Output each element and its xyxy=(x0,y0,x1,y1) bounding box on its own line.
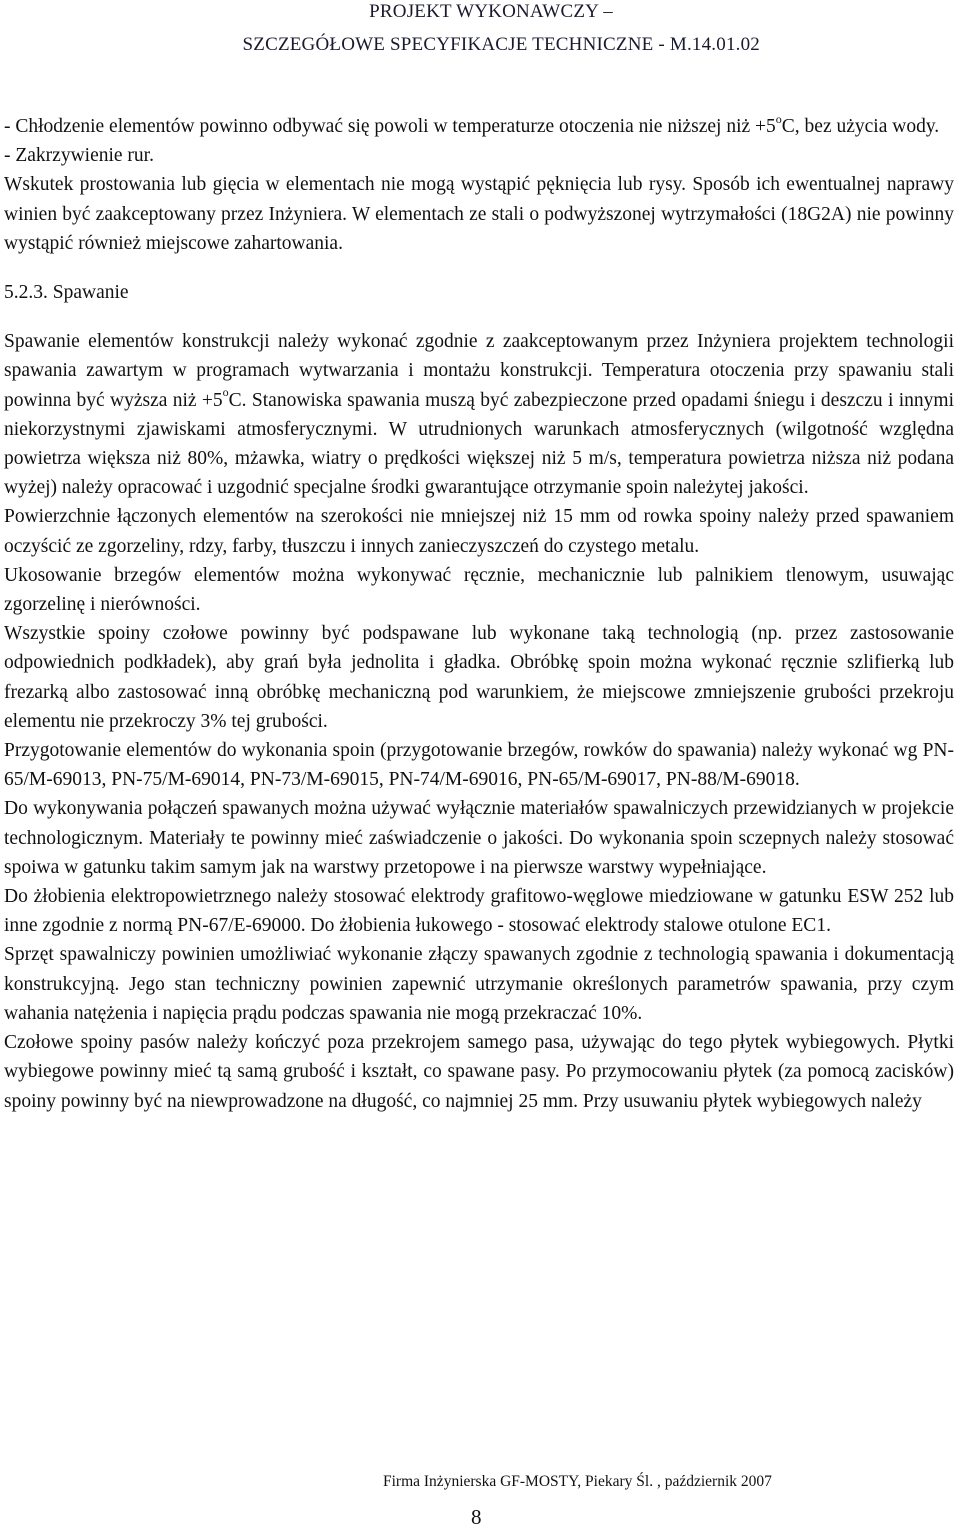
paragraph-surfaces: Powierzchnie łączonych elementów na szerokości nie mniejszej niż 15 mm od rowka spoiny należy przed spawaniem oczyścić ze zgorzeliny, rdzy, farby, tłuszczu i innych zanieczyszczeń do czystego metalu. xyxy=(4,506,954,557)
page-number: 8 xyxy=(471,1505,482,1529)
paragraph-gouging: Do żłobienia elektropowietrznego należy stosować elektrody grafitowo-węglowe miedziowane w gatunku ESW 252 lub inne zgodnie z normą PN-67/E-69000. Do żłobienia łukowego - stosować elektrody stalowe otulone EC1. xyxy=(4,886,954,937)
degree-superscript: o xyxy=(222,385,229,400)
paragraph-equipment: Sprzęt spawalniczy powinien umożliwiać wykonanie złączy spawanych zgodnie z technologią spawania i dokumentacją konstrukcyjną. Jego stan techniczny powinien zapewnić utrzymanie określonych parametrów spawania, przy czym wahania natężenia i napięcia prądu podczas spawania nie mogą przekraczać 10%. xyxy=(4,944,954,1024)
paragraph-cooling-text-a: - Chłodzenie elementów powinno odbywać się powoli w temperaturze otoczenia nie niższej niż +5 xyxy=(4,116,776,137)
section-heading: 5.2.3. Spawanie xyxy=(4,282,129,304)
paragraph-welding xyxy=(4,327,954,502)
paragraph-butt-welds: Wszystkie spoiny czołowe powinny być podspawane lub wykonane taką technologią (np. przez zastosowanie odpowiednich podkładek), aby grań była jednolita i gładka. Obróbkę spoin można wykonać ręcznie szlifierką lub frezarką albo zastosować inną obróbkę mechaniczną pod warunkiem, że miejscowe zmniejszenie grubości przekroju elementu nie przekroczy 3% tej grubości. xyxy=(4,623,954,732)
paragraph-cooling xyxy=(4,112,954,141)
paragraph-materials: Do wykonywania połączeń spawanych można używać wyłącznie materiałów spawalniczych przewidzianych w projekcie technologicznym. Materiały te powinny mieć zaświadczenie o jakości. Do wykonania spoin sczepnych należy stosować spoiwa w gatunku takim samym jak na warstwy przetopowe i na pierwsze warstwy wypełniające. xyxy=(4,798,954,878)
paragraph-run-off-plates: Czołowe spoiny pasów należy kończyć poza przekrojem samego pasa, używając do tego płytek wybiegowych. Płytki wybiegowe powinny mieć tą samą grubość i kształt, co spawane pasy. Po przymocowaniu płytek (za pomocą zacisków) spoiny powinny być na niewprowadzone na długość, co najmniej 25 mm. Przy usuwaniu płytek wybiegowych należy xyxy=(4,1032,954,1112)
footer-firm: Firma Inżynierska GF-MOSTY, Piekary Śl. , październik 2007 xyxy=(383,1473,772,1490)
paragraph-pipe-bending: - Zakrzywienie rur. xyxy=(4,145,154,167)
header-spec-title: SZCZEGÓŁOWE SPECYFIKACJE TECHNICZNE - M.14.01.02 xyxy=(242,34,760,55)
degree-superscript: o xyxy=(775,111,782,126)
document-body xyxy=(4,112,954,1116)
paragraph-cooling-text-b: C, bez użycia wody. xyxy=(781,116,940,137)
paragraph-preparation: Przygotowanie elementów do wykonania spoin (przygotowanie brzegów, rowków do spawania) należy wykonać wg PN-65/M-69013, PN-75/M-69014, PN-73/M-69015, PN-74/M-69016, PN-65/M-69017, PN-88/M-69018. xyxy=(4,740,954,791)
paragraph-bevelling: Ukosowanie brzegów elementów można wykonywać ręcznie, mechanicznie lub palnikiem tlenowym, usuwając zgorzelinę i nierówności. xyxy=(4,564,954,616)
paragraph-welding-text-a: Spawanie elementów konstrukcji należy wykonać zgodnie z zaakceptowanym przez Inżyniera projektem technologii spawania zawartym w programach wytwarzania i montażu konstrukcji. Temperatura otoczenia przy spawaniu stali powinna być wyższa niż +5 xyxy=(4,331,954,411)
paragraph-welding-text-b: C. Stanowiska spawania muszą być zabezpieczone przed opadami śniegu i deszczu i innymi niekorzystnymi zjawiskami atmosferycznymi. W utrudnionych warunkach atmosferycznych (wilgotność względna powietrza większa niż 80%, mżawka, wiatry o prędkości większej niż 5 m/s, temperatura powietrza niższa niż podana wyżej) należy opracować i uzgodnić specjalne środki gwarantujące otrzymanie spoin należytej jakości. xyxy=(4,389,954,499)
page-header xyxy=(0,0,960,62)
paragraph-straightening: Wskutek prostowania lub gięcia w elementach nie mogą wystąpić pęknięcia lub rysy. Sposób ich ewentualnej naprawy winien być zaakceptowany przez Inżyniera. W elementach ze stali o podwyższonej wytrzymałości (18G2A) nie powinny wystąpić również miejscowe zahartowania. xyxy=(4,174,954,254)
header-project-title: PROJEKT WYKONAWCZY – xyxy=(369,1,613,22)
